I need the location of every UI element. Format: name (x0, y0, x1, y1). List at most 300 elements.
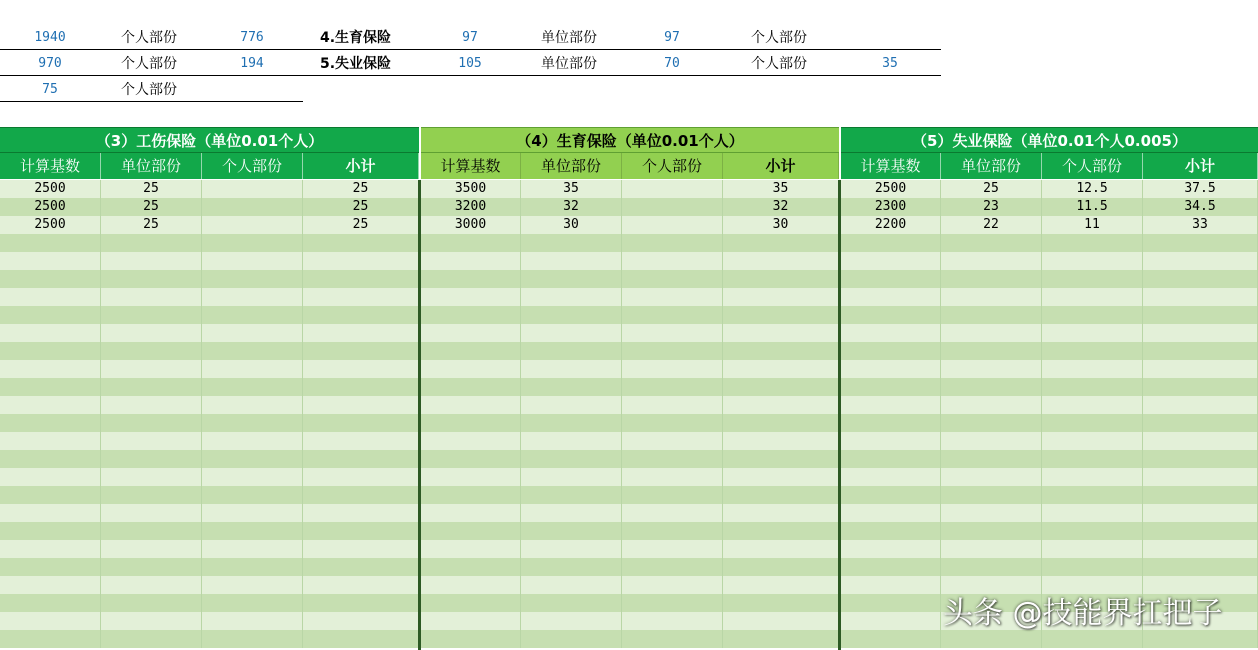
table-cell[interactable] (521, 288, 622, 306)
table-cell[interactable] (101, 432, 202, 450)
table-cell[interactable] (101, 414, 202, 432)
table-cell[interactable] (101, 630, 202, 648)
table-cell[interactable] (1042, 306, 1143, 324)
table-cell[interactable] (521, 594, 622, 612)
table-cell[interactable] (1143, 360, 1258, 378)
summary-r2-value-b[interactable]: 194 (240, 56, 264, 71)
table-cell[interactable] (941, 468, 1042, 486)
table-cell[interactable] (202, 432, 303, 450)
work-injury-col-subtotal[interactable]: 小计 (303, 153, 419, 179)
table-cell[interactable] (101, 540, 202, 558)
table-cell[interactable] (723, 270, 839, 288)
maternity-col-subtotal[interactable]: 小计 (723, 153, 839, 179)
table-cell[interactable] (622, 558, 723, 576)
table-cell[interactable] (303, 360, 419, 378)
table-cell[interactable] (303, 342, 419, 360)
table-cell[interactable] (0, 396, 101, 414)
table-cell[interactable] (723, 234, 839, 252)
table-cell[interactable] (723, 360, 839, 378)
table-cell[interactable]: 30 (521, 216, 622, 234)
table-cell[interactable] (421, 468, 521, 486)
unemployment-title[interactable]: （5）失业保险（单位0.01个人0.005） (841, 127, 1258, 153)
summary-r2-value-a[interactable]: 970 (38, 56, 62, 71)
table-cell[interactable] (723, 630, 839, 648)
table-cell[interactable] (521, 612, 622, 630)
table-cell[interactable] (723, 306, 839, 324)
table-cell[interactable]: 25 (303, 198, 419, 216)
table-cell[interactable] (622, 234, 723, 252)
table-cell[interactable] (622, 198, 723, 216)
table-cell[interactable] (521, 396, 622, 414)
table-cell[interactable] (841, 504, 941, 522)
table-cell[interactable] (1042, 576, 1143, 594)
table-cell[interactable] (723, 594, 839, 612)
table-cell[interactable]: 2300 (841, 198, 941, 216)
table-cell[interactable]: 3500 (421, 180, 521, 198)
table-cell[interactable] (521, 378, 622, 396)
table-cell[interactable] (622, 522, 723, 540)
table-cell[interactable] (622, 270, 723, 288)
table-cell[interactable] (723, 612, 839, 630)
table-cell[interactable] (941, 270, 1042, 288)
table-cell[interactable] (421, 396, 521, 414)
table-cell[interactable] (521, 576, 622, 594)
unemployment-col-personal[interactable]: 个人部份 (1042, 153, 1143, 179)
table-cell[interactable] (202, 378, 303, 396)
table-cell[interactable] (1042, 432, 1143, 450)
table-cell[interactable] (622, 252, 723, 270)
table-cell[interactable] (0, 360, 101, 378)
table-cell[interactable] (202, 324, 303, 342)
table-cell[interactable] (521, 252, 622, 270)
table-cell[interactable]: 2200 (841, 216, 941, 234)
table-cell[interactable] (622, 468, 723, 486)
table-cell[interactable] (0, 594, 101, 612)
table-cell[interactable] (521, 234, 622, 252)
table-cell[interactable] (521, 342, 622, 360)
summary-r1-value-b[interactable]: 776 (240, 30, 264, 45)
table-cell[interactable] (101, 324, 202, 342)
table-cell[interactable] (521, 450, 622, 468)
table-cell[interactable] (0, 270, 101, 288)
table-cell[interactable] (841, 288, 941, 306)
table-cell[interactable] (101, 504, 202, 522)
table-cell[interactable] (1042, 288, 1143, 306)
table-cell[interactable] (521, 504, 622, 522)
table-cell[interactable] (303, 432, 419, 450)
table-cell[interactable] (202, 306, 303, 324)
table-cell[interactable] (622, 396, 723, 414)
summary-r1-label-a[interactable]: 个人部份 (121, 30, 177, 46)
table-cell[interactable] (723, 504, 839, 522)
table-cell[interactable] (622, 504, 723, 522)
table-cell[interactable] (202, 180, 303, 198)
table-cell[interactable] (841, 270, 941, 288)
table-cell[interactable] (101, 342, 202, 360)
table-cell[interactable] (1042, 396, 1143, 414)
table-cell[interactable] (1143, 468, 1258, 486)
table-cell[interactable] (1042, 360, 1143, 378)
table-cell[interactable] (941, 558, 1042, 576)
table-cell[interactable] (723, 432, 839, 450)
table-cell[interactable] (421, 630, 521, 648)
table-cell[interactable] (0, 414, 101, 432)
table-cell[interactable]: 25 (101, 216, 202, 234)
table-cell[interactable] (622, 378, 723, 396)
table-cell[interactable]: 3200 (421, 198, 521, 216)
table-cell[interactable] (841, 396, 941, 414)
table-cell[interactable] (1143, 504, 1258, 522)
table-cell[interactable] (1143, 342, 1258, 360)
table-cell[interactable] (303, 522, 419, 540)
table-cell[interactable] (202, 450, 303, 468)
table-cell[interactable] (0, 522, 101, 540)
table-cell[interactable] (101, 360, 202, 378)
table-cell[interactable] (841, 630, 941, 648)
table-cell[interactable] (0, 234, 101, 252)
table-cell[interactable] (841, 486, 941, 504)
table-cell[interactable] (101, 558, 202, 576)
table-cell[interactable] (723, 522, 839, 540)
table-cell[interactable] (303, 540, 419, 558)
table-cell[interactable] (1143, 252, 1258, 270)
table-cell[interactable]: 25 (941, 180, 1042, 198)
table-cell[interactable] (421, 252, 521, 270)
work-injury-title[interactable]: （3）工伤保险（单位0.01个人） (0, 127, 419, 153)
table-cell[interactable] (941, 486, 1042, 504)
table-cell[interactable]: 25 (101, 198, 202, 216)
table-cell[interactable] (723, 576, 839, 594)
table-cell[interactable] (421, 414, 521, 432)
table-cell[interactable] (841, 522, 941, 540)
table-cell[interactable] (1143, 270, 1258, 288)
table-cell[interactable] (723, 396, 839, 414)
table-cell[interactable]: 32 (521, 198, 622, 216)
table-cell[interactable] (1042, 468, 1143, 486)
table-cell[interactable] (723, 540, 839, 558)
table-cell[interactable] (303, 252, 419, 270)
table-cell[interactable] (521, 540, 622, 558)
table-cell[interactable] (202, 522, 303, 540)
table-cell[interactable]: 2500 (0, 216, 101, 234)
table-cell[interactable]: 23 (941, 198, 1042, 216)
table-cell[interactable] (941, 324, 1042, 342)
table-cell[interactable] (421, 288, 521, 306)
table-cell[interactable] (101, 486, 202, 504)
summary-r2-label-b[interactable]: 单位部份 (541, 56, 597, 72)
table-cell[interactable] (202, 576, 303, 594)
table-cell[interactable] (0, 540, 101, 558)
table-cell[interactable] (202, 540, 303, 558)
table-cell[interactable] (622, 216, 723, 234)
table-cell[interactable] (421, 432, 521, 450)
table-cell[interactable] (0, 324, 101, 342)
table-cell[interactable] (421, 270, 521, 288)
table-cell[interactable]: 12.5 (1042, 180, 1143, 198)
table-cell[interactable]: 35 (521, 180, 622, 198)
table-cell[interactable] (723, 378, 839, 396)
table-cell[interactable] (421, 540, 521, 558)
table-cell[interactable] (303, 324, 419, 342)
table-cell[interactable] (0, 432, 101, 450)
table-cell[interactable] (202, 288, 303, 306)
table-cell[interactable] (841, 252, 941, 270)
table-cell[interactable] (622, 594, 723, 612)
table-cell[interactable] (421, 486, 521, 504)
table-cell[interactable] (841, 306, 941, 324)
table-cell[interactable]: 2500 (0, 198, 101, 216)
table-cell[interactable] (202, 594, 303, 612)
table-cell[interactable] (723, 468, 839, 486)
summary-r2-label-a[interactable]: 个人部份 (121, 56, 177, 72)
table-cell[interactable] (841, 234, 941, 252)
table-cell[interactable] (303, 576, 419, 594)
table-cell[interactable] (101, 594, 202, 612)
table-cell[interactable] (1042, 234, 1143, 252)
table-cell[interactable] (941, 414, 1042, 432)
table-cell[interactable] (622, 450, 723, 468)
table-cell[interactable] (521, 630, 622, 648)
table-cell[interactable]: 2500 (0, 180, 101, 198)
table-cell[interactable] (841, 324, 941, 342)
table-cell[interactable]: 11 (1042, 216, 1143, 234)
table-cell[interactable] (101, 468, 202, 486)
summary-r3-value-a[interactable]: 75 (42, 82, 58, 97)
table-cell[interactable] (622, 576, 723, 594)
table-cell[interactable] (421, 378, 521, 396)
table-cell[interactable] (841, 414, 941, 432)
table-cell[interactable] (1042, 414, 1143, 432)
table-cell[interactable] (0, 486, 101, 504)
table-cell[interactable] (303, 504, 419, 522)
table-cell[interactable] (202, 270, 303, 288)
table-cell[interactable] (622, 612, 723, 630)
table-cell[interactable] (421, 450, 521, 468)
table-cell[interactable] (303, 468, 419, 486)
table-cell[interactable] (622, 486, 723, 504)
table-cell[interactable] (202, 198, 303, 216)
table-cell[interactable] (1143, 486, 1258, 504)
table-cell[interactable] (1042, 504, 1143, 522)
table-cell[interactable] (622, 432, 723, 450)
table-cell[interactable] (101, 612, 202, 630)
table-cell[interactable] (521, 324, 622, 342)
table-cell[interactable] (622, 630, 723, 648)
table-cell[interactable] (1143, 522, 1258, 540)
table-cell[interactable] (521, 270, 622, 288)
table-cell[interactable] (941, 396, 1042, 414)
table-cell[interactable] (303, 396, 419, 414)
table-cell[interactable] (0, 378, 101, 396)
table-cell[interactable] (202, 414, 303, 432)
table-cell[interactable] (841, 342, 941, 360)
table-cell[interactable]: 37.5 (1143, 180, 1258, 198)
table-cell[interactable]: 32 (723, 198, 839, 216)
table-cell[interactable] (0, 342, 101, 360)
table-cell[interactable] (421, 306, 521, 324)
table-cell[interactable] (723, 324, 839, 342)
table-cell[interactable] (1143, 306, 1258, 324)
table-cell[interactable] (303, 486, 419, 504)
table-cell[interactable] (0, 468, 101, 486)
table-cell[interactable] (1042, 450, 1143, 468)
table-cell[interactable] (841, 576, 941, 594)
table-cell[interactable] (303, 594, 419, 612)
table-cell[interactable] (202, 630, 303, 648)
maternity-title[interactable]: （4）生育保险（单位0.01个人） (421, 127, 839, 153)
table-cell[interactable] (723, 414, 839, 432)
table-cell[interactable] (101, 306, 202, 324)
table-cell[interactable] (941, 540, 1042, 558)
summary-r2-label-c[interactable]: 个人部份 (751, 56, 807, 72)
table-cell[interactable] (841, 378, 941, 396)
summary-r1-value-d[interactable]: 97 (664, 30, 680, 45)
table-cell[interactable] (202, 612, 303, 630)
table-cell[interactable] (521, 306, 622, 324)
table-cell[interactable] (0, 288, 101, 306)
summary-r1-value-a[interactable]: 1940 (34, 30, 66, 45)
table-cell[interactable] (101, 576, 202, 594)
table-cell[interactable] (202, 396, 303, 414)
table-cell[interactable]: 3000 (421, 216, 521, 234)
table-cell[interactable] (101, 270, 202, 288)
table-cell[interactable] (101, 234, 202, 252)
table-cell[interactable] (941, 360, 1042, 378)
table-cell[interactable] (941, 504, 1042, 522)
table-cell[interactable] (841, 540, 941, 558)
table-cell[interactable] (303, 414, 419, 432)
table-cell[interactable] (421, 342, 521, 360)
table-cell[interactable] (1143, 324, 1258, 342)
table-cell[interactable] (202, 216, 303, 234)
table-cell[interactable] (521, 414, 622, 432)
table-cell[interactable] (622, 324, 723, 342)
table-cell[interactable] (303, 558, 419, 576)
summary-r2-unemployment-label[interactable]: 5.失业保险 (320, 56, 392, 72)
table-cell[interactable] (521, 360, 622, 378)
table-cell[interactable] (101, 450, 202, 468)
table-cell[interactable] (1042, 342, 1143, 360)
table-cell[interactable] (202, 468, 303, 486)
table-cell[interactable] (941, 234, 1042, 252)
table-cell[interactable] (841, 360, 941, 378)
table-cell[interactable] (941, 450, 1042, 468)
table-cell[interactable] (941, 252, 1042, 270)
table-cell[interactable] (0, 612, 101, 630)
table-cell[interactable]: 34.5 (1143, 198, 1258, 216)
table-cell[interactable]: 22 (941, 216, 1042, 234)
table-cell[interactable] (101, 378, 202, 396)
table-cell[interactable] (941, 306, 1042, 324)
work-injury-col-base[interactable]: 计算基数 (0, 153, 101, 179)
table-cell[interactable] (303, 288, 419, 306)
table-cell[interactable] (202, 504, 303, 522)
table-cell[interactable] (521, 432, 622, 450)
table-cell[interactable] (1143, 450, 1258, 468)
table-cell[interactable]: 30 (723, 216, 839, 234)
table-cell[interactable] (841, 612, 941, 630)
table-cell[interactable] (303, 270, 419, 288)
table-cell[interactable] (421, 360, 521, 378)
table-cell[interactable] (941, 522, 1042, 540)
table-cell[interactable] (421, 324, 521, 342)
table-cell[interactable] (303, 378, 419, 396)
summary-r2-value-c[interactable]: 105 (458, 56, 482, 71)
table-cell[interactable] (723, 288, 839, 306)
table-cell[interactable] (622, 306, 723, 324)
table-cell[interactable] (0, 450, 101, 468)
table-cell[interactable] (303, 612, 419, 630)
table-cell[interactable]: 11.5 (1042, 198, 1143, 216)
table-cell[interactable] (1042, 540, 1143, 558)
table-cell[interactable] (1143, 234, 1258, 252)
table-cell[interactable] (1042, 486, 1143, 504)
table-cell[interactable] (622, 360, 723, 378)
table-cell[interactable] (723, 252, 839, 270)
table-cell[interactable] (1042, 324, 1143, 342)
table-cell[interactable] (521, 558, 622, 576)
table-cell[interactable] (421, 234, 521, 252)
table-cell[interactable] (1143, 396, 1258, 414)
table-cell[interactable] (0, 558, 101, 576)
table-cell[interactable] (421, 558, 521, 576)
table-cell[interactable] (941, 576, 1042, 594)
table-cell[interactable] (723, 450, 839, 468)
table-cell[interactable] (0, 576, 101, 594)
table-cell[interactable] (1143, 378, 1258, 396)
summary-r2-value-d[interactable]: 70 (664, 56, 680, 71)
table-cell[interactable] (303, 306, 419, 324)
maternity-col-personal[interactable]: 个人部份 (622, 153, 723, 179)
summary-r1-label-b[interactable]: 单位部份 (541, 30, 597, 46)
table-cell[interactable] (202, 486, 303, 504)
table-cell[interactable] (0, 306, 101, 324)
table-cell[interactable] (1143, 288, 1258, 306)
summary-r1-value-c[interactable]: 97 (462, 30, 478, 45)
table-cell[interactable] (202, 342, 303, 360)
table-cell[interactable] (941, 342, 1042, 360)
table-cell[interactable] (421, 612, 521, 630)
table-cell[interactable] (1143, 432, 1258, 450)
maternity-col-base[interactable]: 计算基数 (421, 153, 521, 179)
table-cell[interactable] (303, 630, 419, 648)
table-cell[interactable] (941, 432, 1042, 450)
table-cell[interactable] (521, 486, 622, 504)
table-cell[interactable] (1042, 252, 1143, 270)
table-cell[interactable]: 2500 (841, 180, 941, 198)
table-cell[interactable] (101, 288, 202, 306)
table-cell[interactable]: 25 (303, 216, 419, 234)
summary-r1-label-c[interactable]: 个人部份 (751, 30, 807, 46)
table-cell[interactable] (0, 504, 101, 522)
table-cell[interactable] (622, 288, 723, 306)
table-cell[interactable] (0, 630, 101, 648)
table-cell[interactable] (1143, 576, 1258, 594)
table-cell[interactable] (622, 180, 723, 198)
table-cell[interactable] (202, 234, 303, 252)
table-cell[interactable] (421, 522, 521, 540)
table-cell[interactable] (101, 396, 202, 414)
table-cell[interactable]: 25 (101, 180, 202, 198)
table-cell[interactable] (303, 234, 419, 252)
table-cell[interactable] (841, 450, 941, 468)
table-cell[interactable] (1143, 558, 1258, 576)
table-cell[interactable] (1042, 378, 1143, 396)
work-injury-col-employer[interactable]: 单位部份 (101, 153, 202, 179)
unemployment-col-base[interactable]: 计算基数 (841, 153, 941, 179)
table-cell[interactable] (723, 558, 839, 576)
table-cell[interactable] (1143, 540, 1258, 558)
